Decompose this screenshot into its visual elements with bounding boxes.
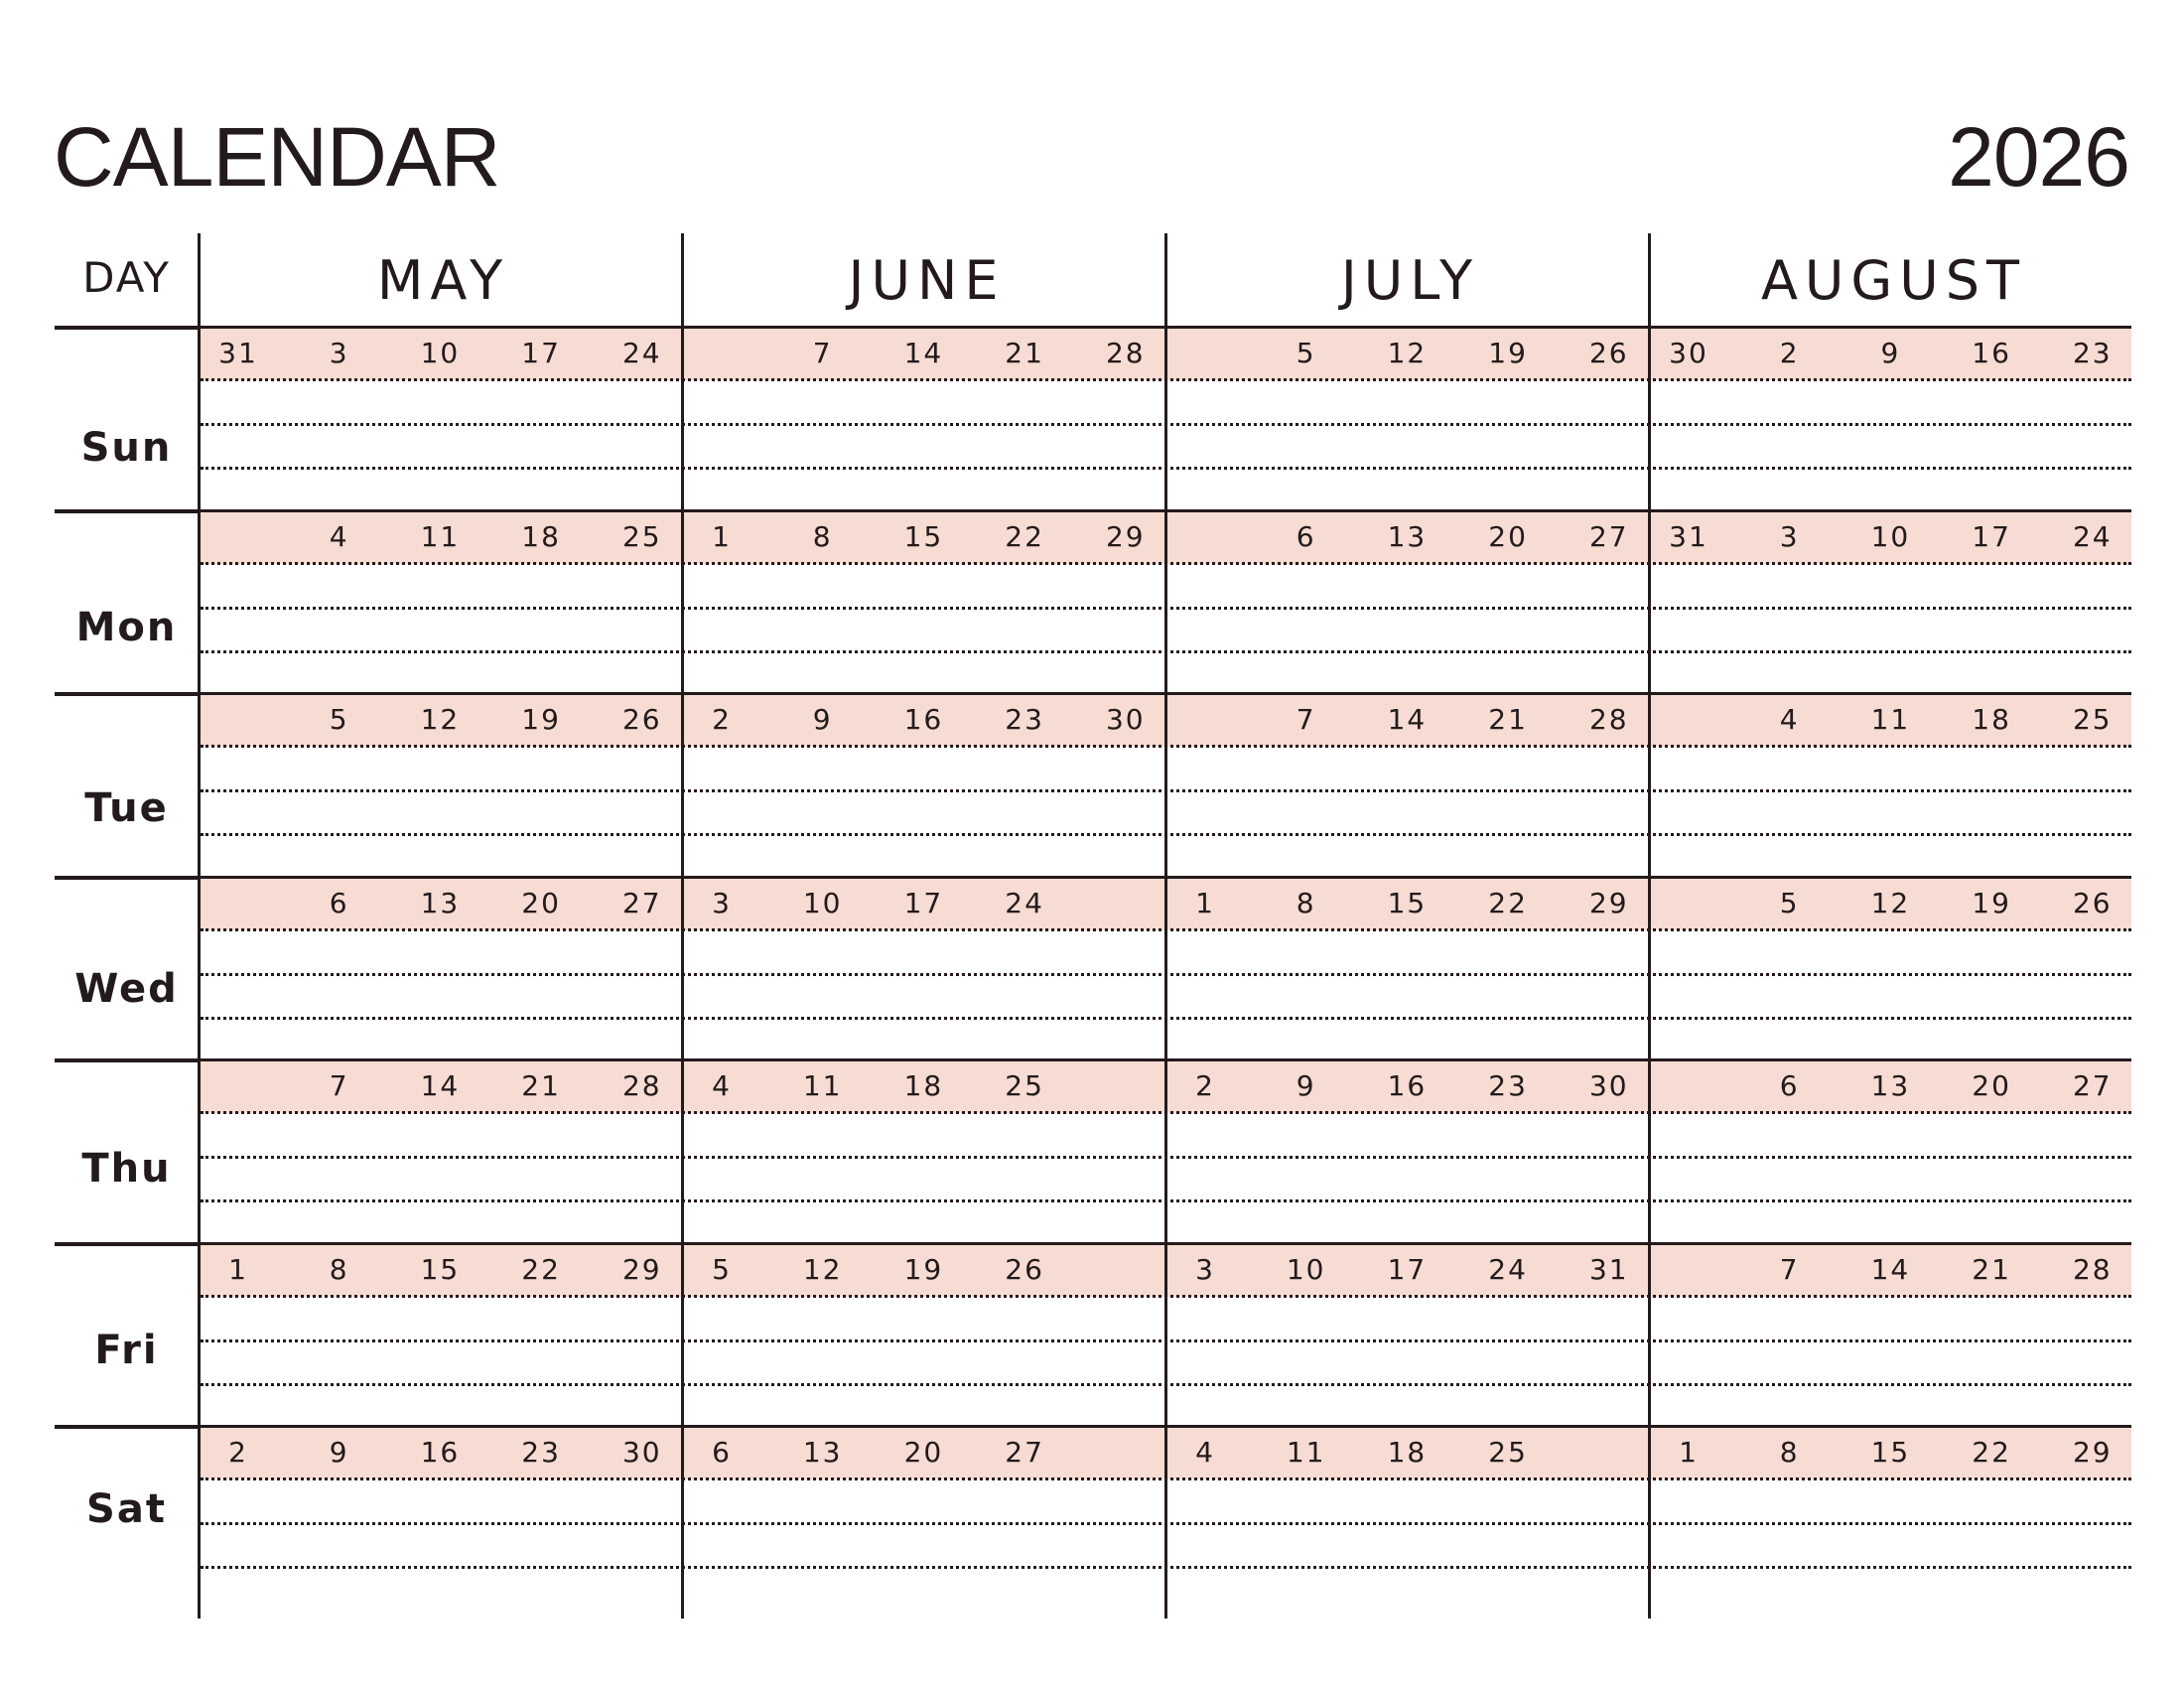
date-cell[interactable]: 1 bbox=[228, 1252, 248, 1286]
date-cell[interactable]: 3 bbox=[1779, 519, 1800, 553]
date-cell[interactable]: 10 bbox=[1870, 519, 1911, 553]
date-cell[interactable]: 31 bbox=[1588, 1252, 1629, 1286]
date-cell[interactable]: 26 bbox=[621, 703, 662, 736]
date-cell[interactable]: 28 bbox=[1105, 337, 1146, 369]
date-cell[interactable]: 4 bbox=[1779, 703, 1800, 736]
date-cell[interactable]: 14 bbox=[420, 1069, 461, 1102]
date-cell[interactable]: 30 bbox=[621, 1436, 662, 1469]
date-cell[interactable]: 5 bbox=[1779, 886, 1800, 919]
month-header-june: JUNE bbox=[848, 249, 1006, 312]
date-cell[interactable]: 24 bbox=[1488, 1252, 1528, 1286]
date-cell[interactable]: 15 bbox=[903, 519, 944, 553]
column-divider bbox=[1164, 233, 1167, 1618]
date-cell[interactable]: 10 bbox=[802, 886, 843, 919]
date-cell[interactable]: 17 bbox=[1972, 519, 2011, 553]
date-cell[interactable]: 9 bbox=[1880, 337, 1901, 369]
date-cell[interactable]: 19 bbox=[1972, 886, 2011, 919]
day-label-fri: Fri bbox=[94, 1327, 159, 1373]
date-cell[interactable]: 29 bbox=[1105, 519, 1146, 553]
date-cell[interactable]: 15 bbox=[1870, 1436, 1911, 1469]
day-label-thu: Thu bbox=[81, 1146, 172, 1192]
date-cell[interactable]: 11 bbox=[802, 1069, 843, 1102]
date-cell[interactable]: 12 bbox=[1870, 886, 1911, 919]
day-label-sat: Sat bbox=[86, 1486, 167, 1532]
date-cell[interactable]: 13 bbox=[802, 1436, 843, 1469]
date-cell[interactable]: 30 bbox=[1588, 1069, 1629, 1102]
date-cell[interactable]: 10 bbox=[420, 337, 461, 369]
date-cell[interactable]: 5 bbox=[1296, 337, 1316, 369]
date-cell[interactable]: 8 bbox=[1779, 1436, 1800, 1469]
date-cell[interactable]: 18 bbox=[521, 519, 561, 553]
date-cell[interactable]: 30 bbox=[1105, 703, 1146, 736]
day-label-sun: Sun bbox=[80, 425, 173, 471]
date-cell[interactable]: 1 bbox=[1679, 1436, 1699, 1469]
date-cell[interactable]: 9 bbox=[329, 1436, 349, 1469]
date-cell[interactable]: 25 bbox=[2072, 703, 2113, 736]
date-cell[interactable]: 15 bbox=[420, 1252, 461, 1286]
date-cell[interactable]: 12 bbox=[802, 1252, 843, 1286]
date-cell[interactable]: 3 bbox=[1195, 1252, 1215, 1286]
date-cell[interactable]: 6 bbox=[712, 1436, 732, 1469]
date-cell[interactable]: 4 bbox=[1195, 1436, 1215, 1469]
date-cell[interactable]: 17 bbox=[521, 337, 561, 369]
date-cell[interactable]: 18 bbox=[903, 1069, 944, 1102]
date-cell[interactable]: 25 bbox=[1488, 1436, 1528, 1469]
date-cell[interactable]: 19 bbox=[903, 1252, 944, 1286]
date-cell[interactable]: 29 bbox=[2072, 1436, 2113, 1469]
column-divider bbox=[681, 233, 684, 1618]
date-cell[interactable]: 8 bbox=[329, 1252, 349, 1286]
date-cell[interactable]: 7 bbox=[329, 1069, 349, 1102]
date-cell[interactable]: 12 bbox=[1387, 337, 1428, 369]
date-cell[interactable]: 16 bbox=[420, 1436, 461, 1469]
column-divider bbox=[1648, 233, 1651, 1618]
date-cell[interactable]: 24 bbox=[621, 337, 662, 369]
date-cell[interactable]: 13 bbox=[420, 886, 461, 919]
date-cell[interactable]: 21 bbox=[1488, 703, 1528, 736]
date-cell[interactable]: 22 bbox=[1488, 886, 1528, 919]
date-cell[interactable]: 11 bbox=[420, 519, 461, 553]
date-cell[interactable]: 5 bbox=[712, 1252, 732, 1286]
date-cell[interactable]: 25 bbox=[621, 519, 662, 553]
date-cell[interactable]: 7 bbox=[1779, 1252, 1800, 1286]
date-cell[interactable]: 16 bbox=[903, 703, 944, 736]
date-cell[interactable]: 19 bbox=[521, 703, 561, 736]
date-cell[interactable]: 28 bbox=[2072, 1252, 2113, 1286]
date-cell[interactable]: 18 bbox=[1972, 703, 2011, 736]
date-cell[interactable]: 13 bbox=[1870, 1069, 1911, 1102]
page-title: CALENDAR bbox=[54, 110, 500, 204]
date-cell[interactable]: 6 bbox=[1779, 1069, 1800, 1102]
date-cell[interactable]: 3 bbox=[712, 886, 732, 919]
date-cell[interactable]: 29 bbox=[1588, 886, 1629, 919]
date-cell[interactable]: 27 bbox=[1588, 519, 1629, 553]
column-divider bbox=[198, 233, 201, 1618]
date-cell[interactable]: 6 bbox=[329, 886, 349, 919]
month-header-july: JULY bbox=[1340, 249, 1480, 312]
date-cell[interactable]: 11 bbox=[1286, 1436, 1326, 1469]
date-cell[interactable]: 22 bbox=[1005, 519, 1044, 553]
date-cell[interactable]: 14 bbox=[1870, 1252, 1911, 1286]
date-cell[interactable]: 20 bbox=[903, 1436, 944, 1469]
date-cell[interactable]: 17 bbox=[903, 886, 944, 919]
date-cell[interactable]: 8 bbox=[1296, 886, 1316, 919]
date-cell[interactable]: 16 bbox=[1387, 1069, 1428, 1102]
date-cell[interactable]: 22 bbox=[521, 1252, 561, 1286]
day-label-tue: Tue bbox=[84, 785, 169, 831]
date-cell[interactable]: 2 bbox=[1195, 1069, 1215, 1102]
date-cell[interactable]: 5 bbox=[329, 703, 349, 736]
date-cell[interactable]: 25 bbox=[1005, 1069, 1044, 1102]
date-cell[interactable]: 9 bbox=[812, 703, 833, 736]
date-cell[interactable]: 14 bbox=[1387, 703, 1428, 736]
date-cell[interactable]: 22 bbox=[1972, 1436, 2011, 1469]
date-cell[interactable]: 17 bbox=[1387, 1252, 1428, 1286]
date-cell[interactable]: 21 bbox=[521, 1069, 561, 1102]
day-label-wed: Wed bbox=[74, 965, 179, 1012]
date-cell[interactable]: 11 bbox=[1870, 703, 1911, 736]
date-cell[interactable]: 2 bbox=[1779, 337, 1800, 369]
date-cell[interactable]: 31 bbox=[218, 337, 258, 369]
date-cell[interactable]: 31 bbox=[1669, 519, 1708, 553]
date-cell[interactable]: 2 bbox=[228, 1436, 248, 1469]
month-header-may: MAY bbox=[376, 249, 510, 312]
date-cell[interactable]: 30 bbox=[1669, 337, 1708, 369]
date-cell[interactable]: 29 bbox=[621, 1252, 662, 1286]
date-cell[interactable]: 20 bbox=[1972, 1069, 2011, 1102]
date-cell[interactable]: 23 bbox=[2072, 337, 2113, 369]
date-cell[interactable]: 20 bbox=[1488, 519, 1528, 553]
day-column-header: DAY bbox=[82, 253, 171, 302]
date-cell[interactable]: 23 bbox=[1488, 1069, 1528, 1102]
date-cell[interactable]: 23 bbox=[521, 1436, 561, 1469]
date-cell[interactable]: 6 bbox=[1296, 519, 1316, 553]
date-cell[interactable]: 9 bbox=[1296, 1069, 1316, 1102]
date-cell[interactable]: 27 bbox=[1005, 1436, 1044, 1469]
date-cell[interactable]: 7 bbox=[1296, 703, 1316, 736]
date-cell[interactable]: 18 bbox=[1387, 1436, 1428, 1469]
date-cell[interactable]: 7 bbox=[812, 337, 833, 369]
date-cell[interactable]: 24 bbox=[1005, 886, 1044, 919]
date-cell[interactable]: 20 bbox=[521, 886, 561, 919]
date-cell[interactable]: 21 bbox=[1005, 337, 1044, 369]
date-cell[interactable]: 28 bbox=[1588, 703, 1629, 736]
date-cell[interactable]: 4 bbox=[712, 1069, 732, 1102]
date-cell[interactable]: 8 bbox=[812, 519, 833, 553]
date-cell[interactable]: 13 bbox=[1387, 519, 1428, 553]
date-cell[interactable]: 19 bbox=[1488, 337, 1528, 369]
date-cell[interactable]: 27 bbox=[621, 886, 662, 919]
date-cell[interactable]: 14 bbox=[903, 337, 944, 369]
date-cell[interactable]: 21 bbox=[1972, 1252, 2011, 1286]
date-cell[interactable]: 15 bbox=[1387, 886, 1428, 919]
date-cell[interactable]: 1 bbox=[712, 519, 732, 553]
date-cell[interactable]: 4 bbox=[329, 519, 349, 553]
date-cell[interactable]: 2 bbox=[712, 703, 732, 736]
date-cell[interactable]: 23 bbox=[1005, 703, 1044, 736]
date-cell[interactable]: 27 bbox=[2072, 1069, 2113, 1102]
month-header-august: AUGUST bbox=[1760, 249, 2027, 312]
date-cell[interactable]: 16 bbox=[1972, 337, 2011, 369]
date-cell[interactable]: 3 bbox=[329, 337, 349, 369]
date-cell[interactable]: 10 bbox=[1286, 1252, 1326, 1286]
year-label: 2026 bbox=[1948, 110, 2129, 204]
date-cell[interactable]: 26 bbox=[2072, 886, 2113, 919]
date-cell[interactable]: 28 bbox=[621, 1069, 662, 1102]
date-cell[interactable]: 26 bbox=[1005, 1252, 1044, 1286]
date-cell[interactable]: 24 bbox=[2072, 519, 2113, 553]
date-cell[interactable]: 12 bbox=[420, 703, 461, 736]
date-cell[interactable]: 1 bbox=[1195, 886, 1215, 919]
date-cell[interactable]: 26 bbox=[1588, 337, 1629, 369]
day-label-mon: Mon bbox=[75, 604, 178, 650]
